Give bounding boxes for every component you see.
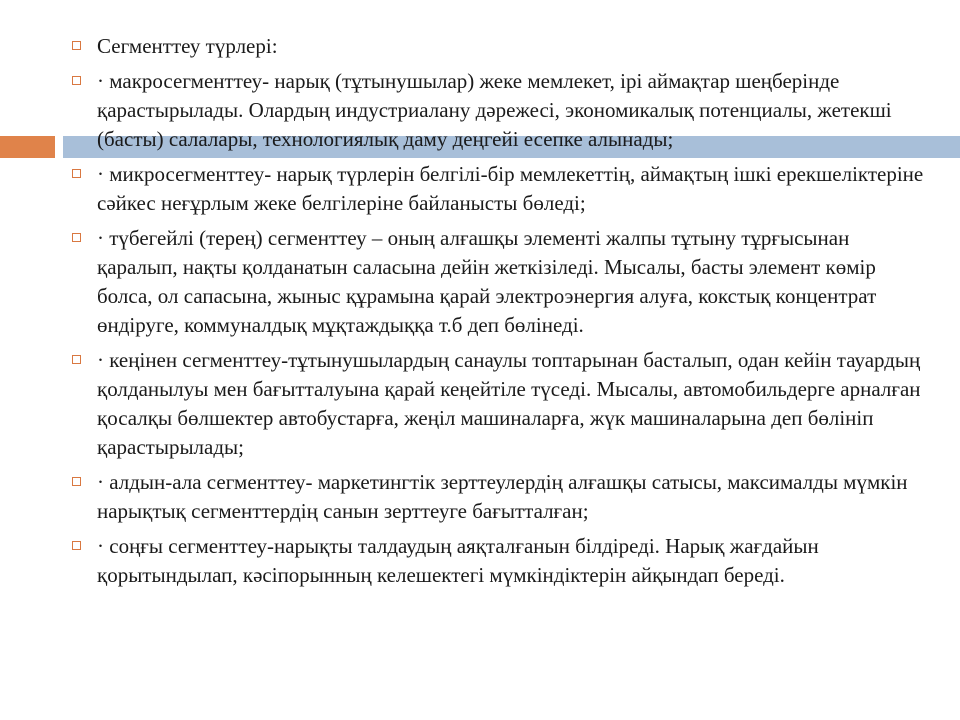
list-item (72, 67, 932, 154)
list-item-text: · микросегменттеу- нарық түрлерін белгілі-бір мемлекеттің, аймақтың ішкі ерекшеліктеріне сәйкес неғұрлым жеке белгілеріне байланысты бөледі; (97, 162, 924, 215)
hollow-square-icon (72, 541, 81, 550)
hollow-square-icon (72, 41, 81, 50)
list-item-text: · кеңінен сегменттеу-тұтынушылардың санаулы топтарынан басталып, одан кейін тауардың қолданылуы мен бағытталуына қарай кеңейтіле түседі. Мысалы, автомобильдерге арналған қосалқы бөлшектер автобустарға, жеңіл машиналарға, жүк машиналарына деп бөлініп қарастырылады; (97, 348, 921, 459)
list-item (72, 224, 932, 340)
hollow-square-icon (72, 355, 81, 364)
list-item-text: · соңғы сегменттеу-нарықты талдаудың аяқталғанын білдіреді. Нарық жағдайын қорытындылап, кәсіпорынның келешектегі мүмкіндіктерін айқындап береді. (97, 534, 819, 587)
list-item (72, 468, 932, 526)
list-item (72, 346, 932, 462)
hollow-square-icon (72, 76, 81, 85)
list-item-text: Сегменттеу түрлері: (97, 34, 278, 58)
hollow-square-icon (72, 477, 81, 486)
list-item (72, 32, 932, 61)
list-item-text: · макросегменттеу- нарық (тұтынушылар) жеке мемлекет, ірі аймақтар шеңберінде қарастырылады. Олардың индустриалану дәрежесі, экономикалық потенциалы, жетекші (басты) салалары, технологиялық даму деңгейі есепке алынады; (97, 69, 892, 151)
hollow-square-icon (72, 233, 81, 242)
list-item (72, 160, 932, 218)
accent-bar-orange (0, 136, 55, 158)
hollow-square-icon (72, 169, 81, 178)
bullet-list (72, 32, 932, 596)
list-item (72, 532, 932, 590)
list-item-text: · түбегейлі (терең) сегменттеу – оның алғашқы элементі жалпы тұтыну тұрғысынан қаралып, нақты қолданатын саласына дейін жеткізіледі. Мысалы, басты элемент көмір болса, ол сапасына, жыныс құрамына қарай электроэнергия алуға, кокстық концентрат өндіруге, коммуналдық мұқтаждыққа т.б деп бөлінеді. (97, 226, 877, 337)
list-item-text: · алдын-ала сегменттеу- маркетингтік зерттеулердің алғашқы сатысы, максималды мүмкін нарықтық сегменттердің санын зерттеуге бағытталған; (97, 470, 908, 523)
